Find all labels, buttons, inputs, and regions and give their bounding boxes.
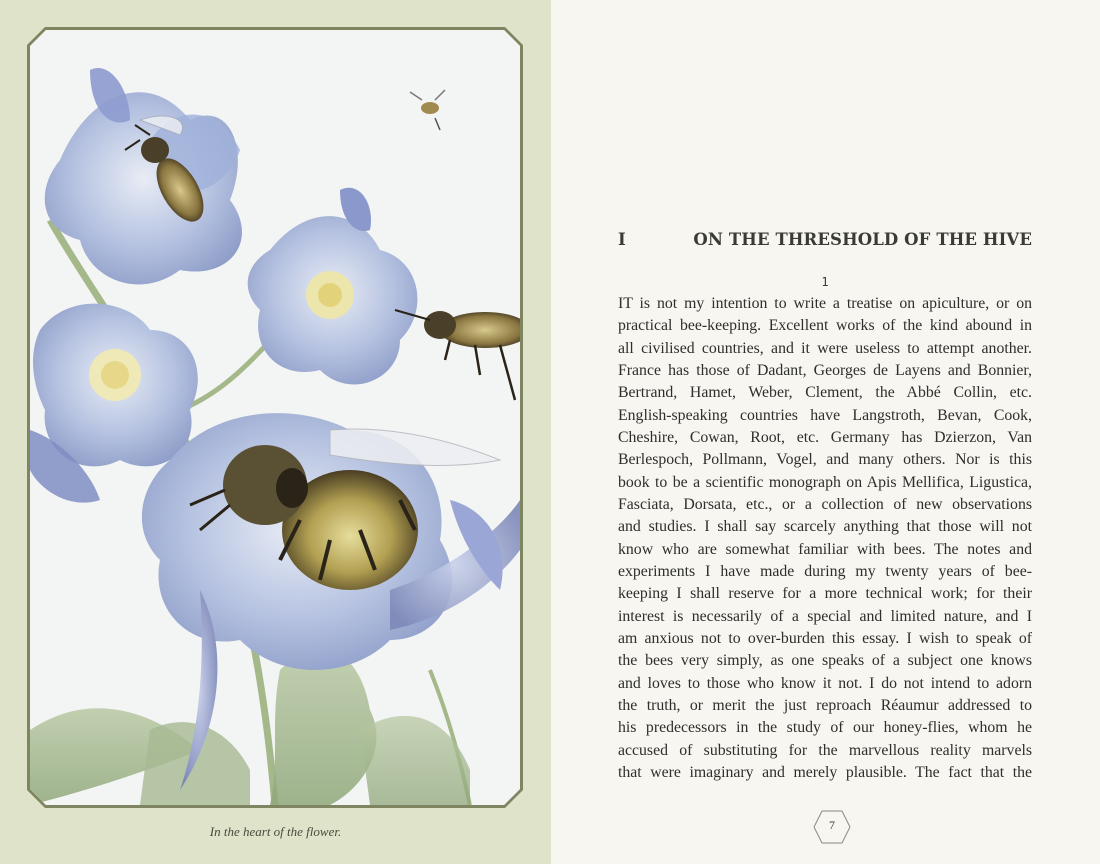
text-line: that were imaginary and merely plausible. The fact that the xyxy=(618,763,1032,781)
text-line: Cheshire, Cowan, Root, etc. Germany has Dzierzon, Van xyxy=(618,428,1032,446)
text-line: accused of substituting for the marvellous reality marvels xyxy=(618,741,1032,759)
text-line: his predecessors in the study of our honey-flies, whom he xyxy=(618,719,1032,737)
text-line: am anxious not to over-burden this essay. I wish to speak of xyxy=(618,629,1032,647)
text-line: know who are somewhat familiar with bees. The notes and xyxy=(618,540,1032,558)
text-line: all civilised countries, and it were useless to attempt another. xyxy=(618,339,1032,357)
body-text xyxy=(618,293,1032,784)
text-line: Bertrand, Hamet, Weber, Clement, the Abbé Collin, etc. xyxy=(618,384,1032,402)
text-line: the bees very simply, as one speaks of a subject one knows xyxy=(618,652,1032,670)
text-line: book to be a scientific monograph on Apis Mellifica, Ligustica, xyxy=(618,473,1032,491)
illustration-frame xyxy=(27,27,523,808)
section-number: 1 xyxy=(821,275,829,289)
bees-on-larkspur-illustration xyxy=(30,30,520,805)
text-line: practical bee-keeping. Excellent works of the kind abound in xyxy=(618,317,1032,335)
text-line: the truth, or merit the just reproach Réaumur addressed to xyxy=(618,696,1032,714)
text-line: and studies. I shall say scarcely anything that those will not xyxy=(618,518,1032,536)
chapter-title: ON THE THRESHOLD OF THE HIVE xyxy=(693,230,1032,249)
right-page xyxy=(551,0,1100,864)
text-line: IT is not my intention to write a treatise on apiculture, or on xyxy=(618,295,1032,312)
text-line: Fasciata, Dorsata, etc., or a collection of new observations xyxy=(618,495,1032,513)
illustration-plate xyxy=(30,30,520,805)
text-line: and loves to those who know it not. I do not intend to adorn xyxy=(618,674,1032,692)
text-line: interest is necessarily of a special and limited nature, and I xyxy=(618,607,1032,625)
text-line: English-speaking countries have Langstroth, Bevan, Cook, xyxy=(618,406,1032,424)
illustration-caption: In the heart of the flower. xyxy=(209,824,342,839)
page-number: 7 xyxy=(829,818,835,832)
page-number-badge xyxy=(812,809,852,845)
text-line: Berlespoch, Pollmann, Vogel, and many others. Nor is this xyxy=(618,451,1032,469)
text-line: keeping I shall reserve for a more technical work; for their xyxy=(618,585,1032,603)
text-line: experiments I have made during my twenty years of bee- xyxy=(618,562,1032,580)
text-line: France has those of Dadant, Georges de Layens and Bonnier, xyxy=(618,361,1032,379)
chapter-heading xyxy=(618,230,1032,254)
chapter-number: I xyxy=(618,230,626,249)
